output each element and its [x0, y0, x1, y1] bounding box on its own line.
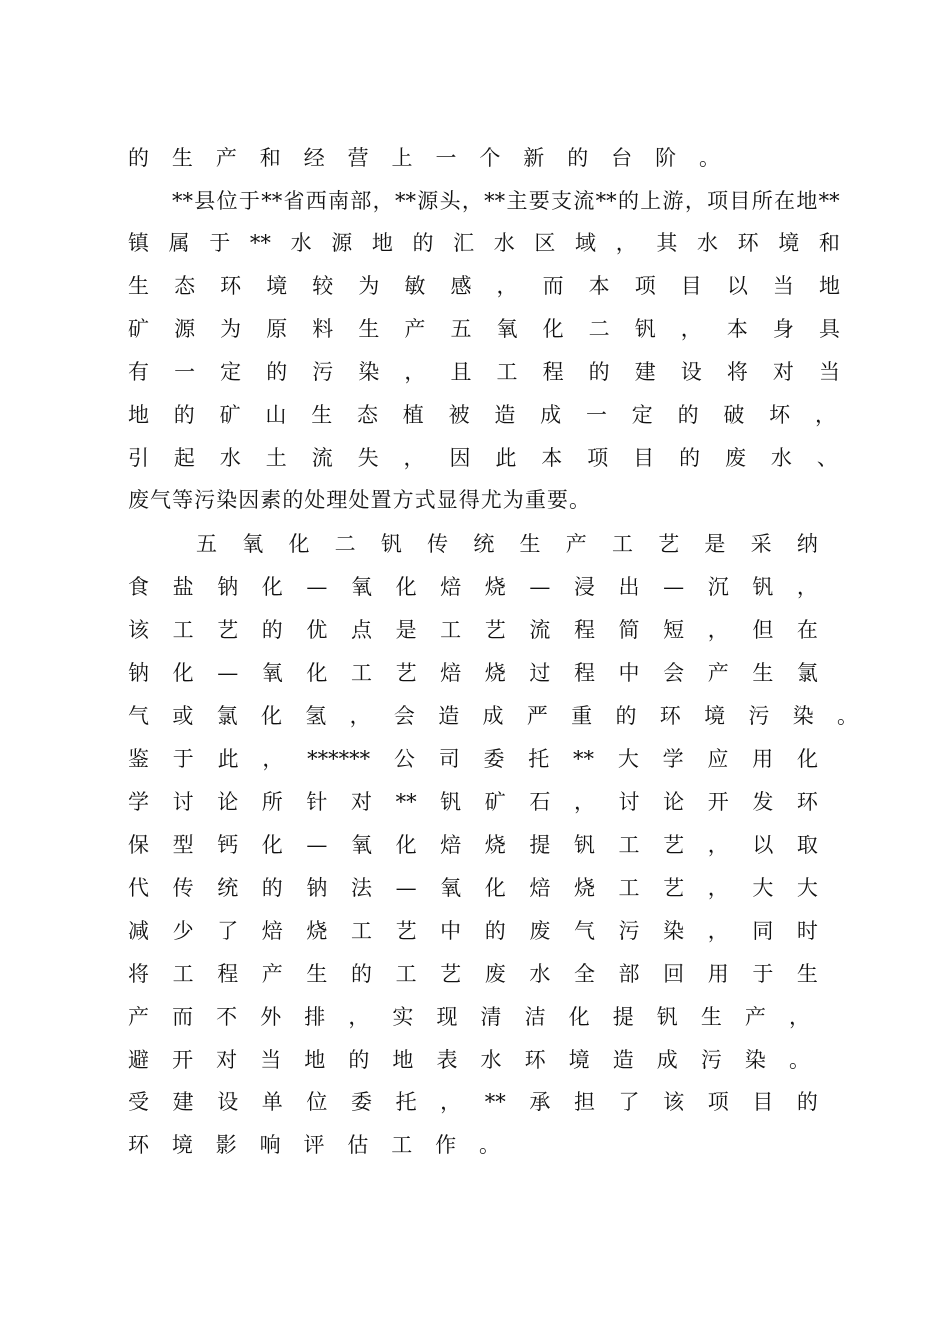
- text-line: 废 气 等 污 染 因 素 的 处 理 处 置 方 式 显 得 尤 为 重 要 。: [128, 488, 590, 512]
- text-line: 减 少 了 焙 烧 工 艺 中 的 废 气 污 染 ， 同 时: [128, 919, 818, 943]
- text-line: 地 的 矿 山 生 态 植 被 造 成 一 定 的 破 坏 ，: [128, 403, 836, 427]
- text-line: 鉴 于 此 ， ****** 公 司 委 托 ** 大 学 应 用 化: [128, 747, 818, 771]
- text-line: 钠 化 — 氧 化 工 艺 焙 烧 过 程 中 会 产 生 氯: [128, 661, 818, 685]
- text-line: 产 而 不 外 排 ， 实 现 清 洁 化 提 钒 生 产 ，: [128, 1005, 810, 1029]
- text-line: 矿 源 为 原 料 生 产 五 氧 化 二 钒 ， 本 身 具: [128, 317, 840, 341]
- text-line: 学 讨 论 所 针 对 ** 钒 矿 石 ， 讨 论 开 发 环: [128, 790, 818, 814]
- text-line: 该 工 艺 的 优 点 是 工 艺 流 程 简 短 ， 但 在: [128, 618, 818, 642]
- text-line: 的 生 产 和 经 营 上 一 个 新 的 台 阶 。: [128, 146, 720, 170]
- text-line: 受 建 设 单 位 委 托 ， ** 承 担 了 该 项 目 的: [128, 1090, 818, 1114]
- text-line: 气 或 氯 化 氢 ， 会 造 成 严 重 的 环 境 污 染 。: [128, 704, 858, 728]
- text-line: 避 开 对 当 地 的 地 表 水 环 境 造 成 污 染 。: [128, 1048, 810, 1072]
- text-line: 镇 属 于 ** 水 源 地 的 汇 水 区 域 ， 其 水 环 境 和: [128, 231, 840, 255]
- text-line: ** 县 位 于 ** 省 西 南 部 ， ** 源 头 ， ** 主 要 支 流 ** 的 上 游 ， 项 目 所 在 地 **: [172, 189, 840, 213]
- text-line: 将 工 程 产 生 的 工 艺 废 水 全 部 回 用 于 生: [128, 962, 818, 986]
- text-line: 环 境 影 响 评 估 工 作 。: [128, 1133, 500, 1157]
- text-line: 五 氧 化 二 钒 传 统 生 产 工 艺 是 采 纳: [196, 532, 818, 556]
- text-line: 生 态 环 境 较 为 敏 感 ， 而 本 项 目 以 当 地: [128, 274, 840, 298]
- text-line: 保 型 钙 化 — 氧 化 焙 烧 提 钒 工 艺 ， 以 取: [128, 833, 818, 857]
- text-line: 食 盐 钠 化 — 氧 化 焙 烧 — 浸 出 — 沉 钒 ，: [128, 575, 818, 599]
- text-line: 有 一 定 的 污 染 ， 且 工 程 的 建 设 将 对 当: [128, 360, 840, 384]
- text-line: 引 起 水 土 流 失 ， 因 此 本 项 目 的 废 水 、: [128, 446, 838, 470]
- text-line: 代 传 统 的 钠 法 — 氧 化 焙 烧 工 艺 ， 大 大: [128, 876, 818, 900]
